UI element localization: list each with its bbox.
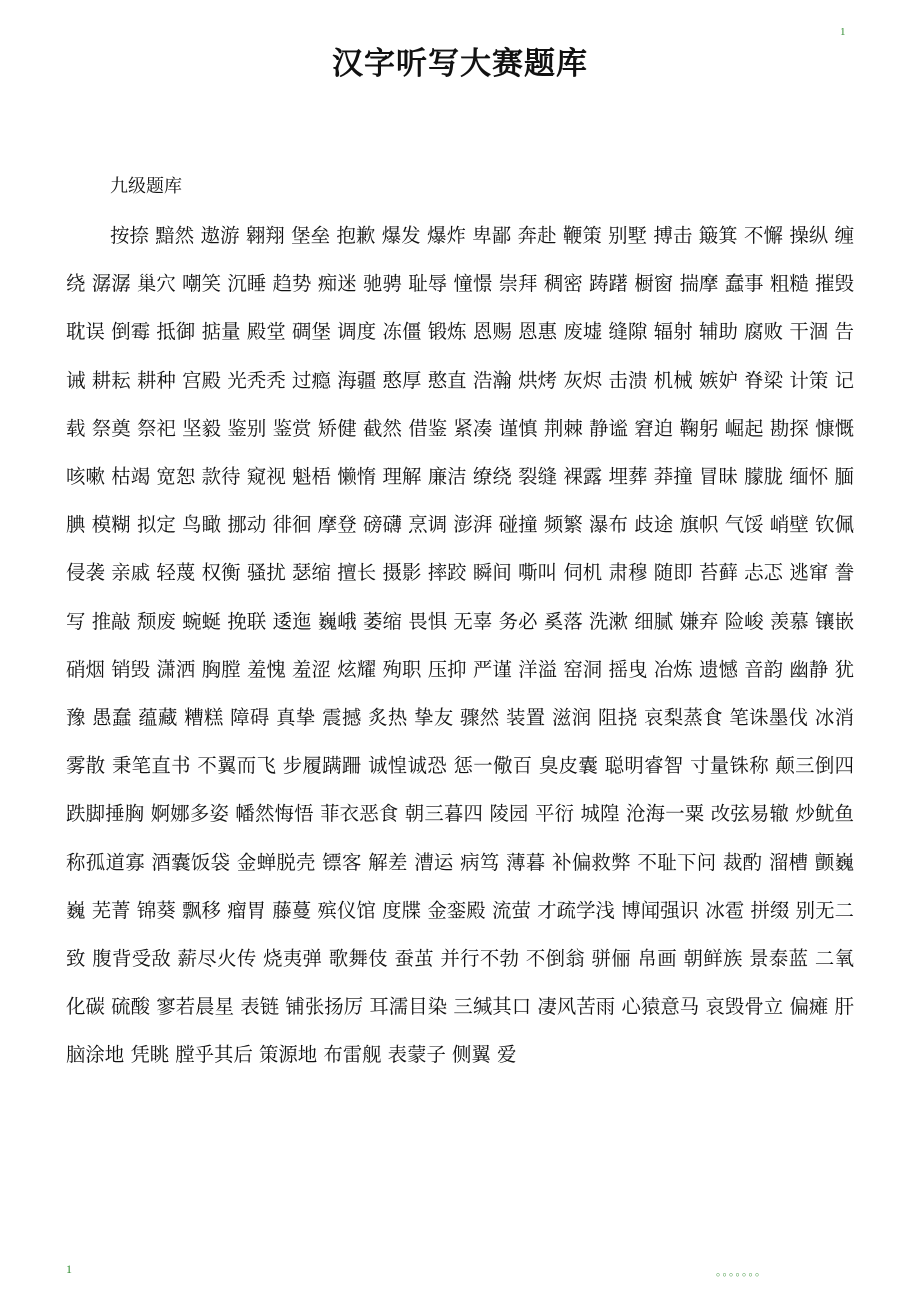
footer-page-number: 1: [66, 1262, 72, 1276]
level-heading: 九级题库: [110, 176, 182, 197]
word-list-paragraph: 按捺 黯然 遨游 翱翔 堡垒 抱歉 爆发 爆炸 卑鄙 奔赴 鞭策 别墅 搏击 簸箕 不懈 操纵 缠绕 潺潺 巢穴 嘲笑 沉睡 趋势 痴迷 驰骋 耻辱 憧憬 崇拜 稠密 踌躇 橱窗 揣摩 蠢事 粗糙 摧毁 耽误 倒霉 抵御 掂量 殿堂 碉堡 调度 冻僵 锻炼 恩赐 恩惠 废墟 缝隙 辐射 辅助 腐败 干涸 告诫 耕耘 耕种 宫殿 光秃秃 过瘾 海疆 憨厚 憨直 浩瀚 烘烤 灰烬 击溃 机械 嫉妒 脊梁 计策 记载 祭奠 祭祀 坚毅 鉴别 鉴赏 矫健 截然 借鉴 紧凑 谨慎 荆棘 静谧 窘迫 鞠躬 崛起 勘探 慷慨 咳嗽 枯竭 宽恕 款待 窥视 魁梧 懒惰 理解 廉洁 缭绕 裂缝 裸露 埋葬 莽撞 冒昧 朦胧 缅怀 腼腆 模糊 拟定 鸟瞰 挪动 徘徊 摩登 磅礴 烹调 澎湃 碰撞 频繁 瀑布 歧途 旗帜 气馁 峭壁 钦佩 侵袭 亲戚 轻蔑 权衡 骚扰 瑟缩 擅长 摄影 摔跤 瞬间 嘶叫 伺机 肃穆 随即 苔藓 忐忑 逃窜 誊写 推敲 颓废 蜿蜒 挽联 逶迤 巍峨 萎缩 畏惧 无辜 务必 奚落 洗漱 细腻 嫌弃 险峻 羡慕 镶嵌 硝烟 销毁 潇洒 胸膛 羞愧 羞涩 炫耀 殉职 压抑 严谨 洋溢 窑洞 摇曳 冶炼 遗憾 音韵 幽静 犹豫 愚蠢 蕴藏 糟糕 障碍 真挚 震撼 炙热 挚友 骤然 装置 滋润 阻挠 哀梨蒸食 笔诛墨伐 冰消雾散 秉笔直书 不翼而飞 步履蹒跚 诚惶诚恐 惩一儆百 臭皮囊 聪明睿智 寸量铢称 颠三倒四 跌脚捶胸 婀娜多姿 幡然悔悟 菲衣恶食 朝三暮四 陵园 平衍 城隍 沧海一粟 改弦易辙 炒鱿鱼 称孤道寡 酒囊饭袋 金蝉脱壳 镖客 解差 漕运 病笃 薄暮 补偏救弊 不耻下问 裁酌 溜槽 颤巍巍 芜菁 锦葵 飘移 瘤胃 藤蔓 殡仪馆 度牒 金銮殿 流萤 才疏学浅 博闻强识 冰雹 拼缀 别无二致 腹背受敌 薪尽火传 烧夷弹 歌舞伎 蚕茧 并行不勃 不倒翁 骈俪 帛画 朝鲜族 景泰蓝 二氧化碳 硫酸 寥若晨星 表链 铺张扬厉 耳濡目染 三缄其口 凄风苦雨 心猿意马 哀毁骨立 偏瘫 肝脑涂地 凭眺 膛乎其后 策源地 布雷舰 表蒙子 侧翼 爱: [66, 224, 854, 1067]
header-page-number: 1: [840, 26, 846, 38]
document-title: 汉字听写大赛题库: [332, 46, 588, 82]
footer-note: 。。。。。。。: [716, 1265, 767, 1278]
